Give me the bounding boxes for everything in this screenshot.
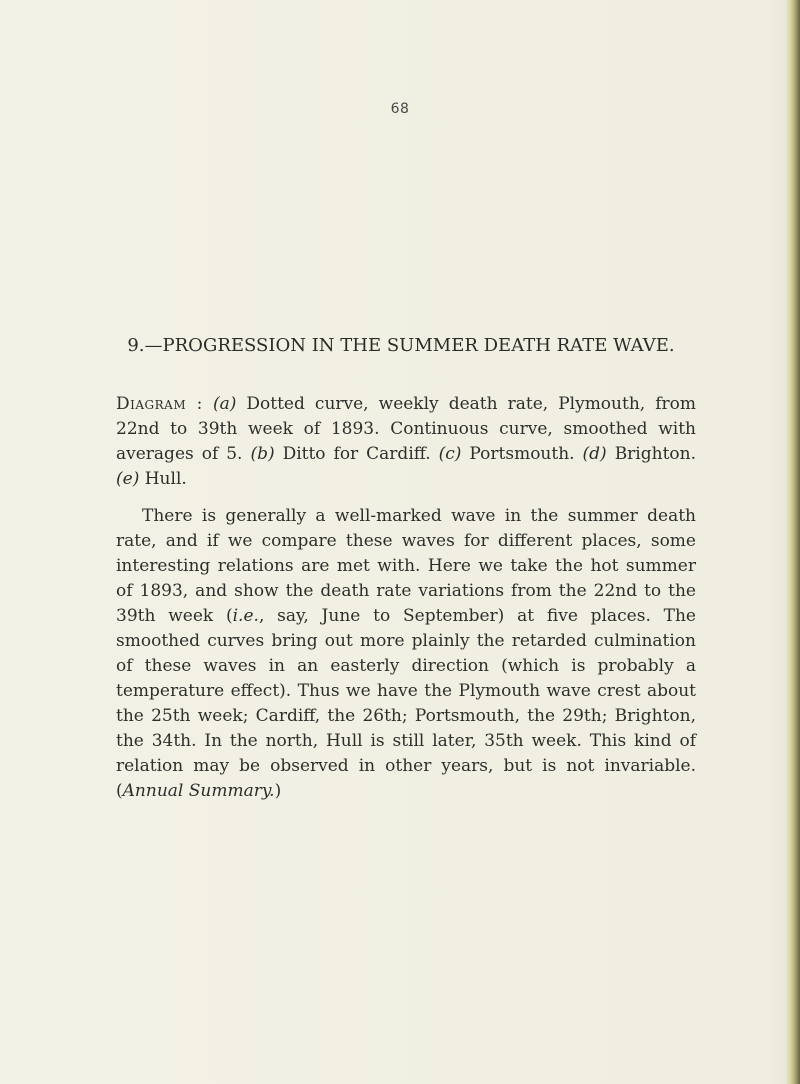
body-paragraph [116,504,696,804]
section-title: 9.—PROGRESSION IN THE SUMMER DEATH RATE WAVE. [127,335,675,356]
caption-text-b: Ditto for Cardiff. [274,444,439,464]
paragraph-ie: i.e. [232,606,259,626]
caption-text-d: Brighton. [606,444,696,464]
paragraph-text-2: , say, June to September) at five places. The smoothed curves bring out more plainly the retarded culmination of these waves in an easterly direction (which is probably a temperature effect). Thus we have the Plymouth wave crest about the 25th week; Cardiff, the 26th; Portsmouth, the 29th; Brighton, the 34th. In the north, Hull is still later, 35th week. This kind of relation may be observed in other years, but is not invariable. ( [116,606,696,801]
caption-text-a: Dotted curve, weekly death rate, Plymouth, from 22nd to 39th week of 1893. Continuous curve, smoothed with averages of 5. [116,394,697,464]
caption-text-c: Portsmouth. [461,444,583,464]
paragraph-source: Annual Summary. [122,781,275,801]
caption-mark-c: (c) [438,444,462,464]
page-edge [786,0,800,1084]
caption-mark-a: (a) [212,394,237,414]
caption-mark-b: (b) [250,444,275,464]
page-number: 68 [390,101,410,117]
paragraph-text-3: ) [274,781,282,801]
caption-mark-d: (d) [582,444,607,464]
caption-text-e: Hull. [139,469,187,489]
diagram-label: Diagram : [116,394,203,414]
diagram-caption [116,392,696,492]
paragraph-text-1: There is generally a well-marked wave in the summer death rate, and if we compare these waves for different places, some interesting relations are met with. Here we take the hot summer of 1893, and show the death rate variations from the 22nd to the 39th week ( [116,506,696,626]
caption-mark-e: (e) [116,469,140,489]
